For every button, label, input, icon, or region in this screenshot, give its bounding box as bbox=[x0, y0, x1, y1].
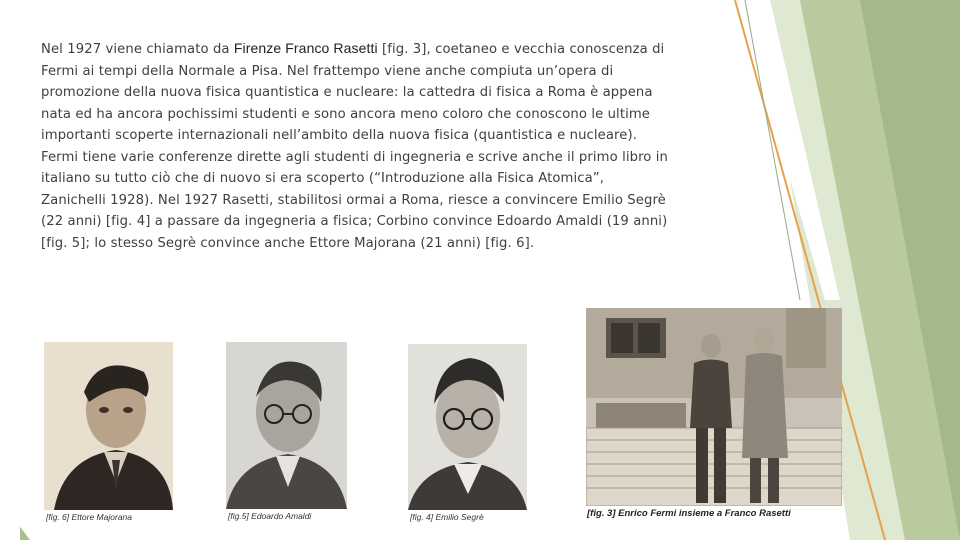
photo-fermi-rasetti bbox=[586, 308, 842, 506]
caption-fig4: [fig. 4] Emilio Segrè bbox=[410, 512, 484, 522]
photo-majorana bbox=[44, 342, 173, 510]
photo-segre bbox=[408, 344, 527, 510]
paragraph-body: [fig. 3], coetaneo e vecchia conoscenza di Fermi ai tempi della Normale a Pisa. Nel frattempo viene anche compiuta un’opera di promozione della nuova fisica quantistica e nucleare: la cattedra di fisica a Roma è appena nata ed ha ancora pochissimi studenti e sono ancora meno coloro che conoscono le ultime importanti scoperte internazionali nell’ambito della nuova fisica (quantistica e nucleare). Fermi tiene varie conferenze dirette agli studenti di ingegneria e scrive anche il primo libro in italiano su tutto ciò che di nuovo si era scoperto (“Introduzione alla Fisica Atomica”, Zanichelli 1928). Nel 1927 Rasetti, stabilitosi ormai a Roma, riesce a convincere Emilio Segrè (22 anni) [fig. 4] a passare da ingegneria a fisica; Corbino convince Edoardo Amaldi (19 anni) [fig. 5]; lo stesso Segrè convince anche Ettore Majorana (21 anni) [fig. 6]. bbox=[41, 42, 668, 251]
paragraph-names: Firenze Franco Rasetti bbox=[233, 40, 378, 56]
caption-fig3: [fig. 3] Enrico Fermi insieme a Franco Rasetti bbox=[587, 508, 791, 519]
caption-fig6: [fig. 6] Ettore Majorana bbox=[46, 512, 132, 522]
bottom-left-band bbox=[0, 0, 20, 540]
caption-fig5: [fig.5] Edoardo Amaldi bbox=[228, 511, 312, 521]
photo-amaldi bbox=[226, 342, 347, 509]
main-paragraph bbox=[41, 38, 671, 254]
paragraph-intro: Nel 1927 viene chiamato da bbox=[41, 42, 234, 57]
